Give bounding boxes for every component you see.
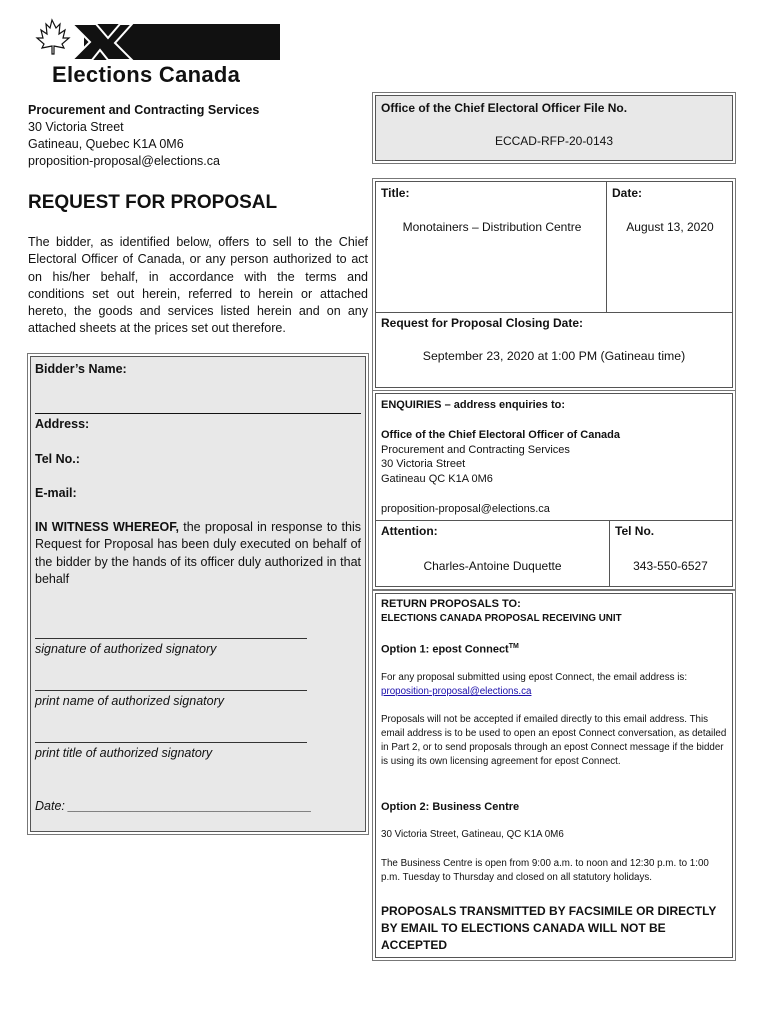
file-number-box	[375, 95, 733, 161]
print-name-line[interactable]	[35, 690, 307, 691]
closing-divider	[376, 312, 732, 313]
option1-title	[381, 640, 519, 657]
option1-note: Proposals will not be accepted if emailed directly to this email address. This email address is to be used to open an epost Connect conversation, as detailed in Part 2, or to send proposals through an epost Connect message if the bidder is using its own licensing agreement for epost Connect.	[381, 714, 727, 767]
option2-hours: The Business Centre is open from 9:00 a.m. to noon and 12:30 p.m. to 1:00 p.m. Tuesday to Thursday and closed on all statutory holidays.	[381, 858, 709, 883]
logo-wordmark: Elections Canada	[52, 62, 241, 87]
file-number-value: ECCAD-RFP-20-0143	[494, 134, 614, 148]
bidder-name-label: Bidder’s Name:	[35, 362, 127, 376]
address-label: Address:	[35, 417, 90, 431]
date-value: August 13, 2020	[626, 220, 714, 234]
title-date-box	[375, 181, 733, 388]
sender-address	[28, 102, 259, 170]
option1-email-link[interactable]: proposition-proposal@elections.ca	[381, 686, 532, 697]
option1-description: For any proposal submitted using epost Connect, the email address is:	[381, 672, 688, 683]
email-label: E-mail:	[35, 486, 77, 500]
attention-divider	[376, 520, 732, 521]
title-label: Title:	[381, 186, 410, 200]
enquiries-address	[381, 428, 620, 517]
enquiries-dept: Procurement and Contracting Services	[381, 443, 570, 456]
option2-address: 30 Victoria Street, Gatineau, QC K1A 0M6	[381, 829, 564, 840]
trademark-mark: TM	[508, 643, 519, 650]
elections-canada-logo	[32, 14, 282, 88]
enquiries-org: Office of the Chief Electoral Officer of Canada	[381, 429, 620, 441]
tel-label-right: Tel No.	[615, 524, 655, 538]
sender-email: proposition-proposal@elections.ca	[28, 154, 220, 168]
title-date-divider	[606, 182, 607, 312]
fax-warning: PROPOSALS TRANSMITTED BY FACSIMILE OR DIRECTLY BY EMAIL TO ELECTIONS CANADA WILL NOT BE ACCEPTED	[381, 904, 717, 952]
witness-paragraph	[35, 519, 361, 588]
enquiries-email: proposition-proposal@elections.ca	[381, 503, 550, 515]
print-name-label: print name of authorized signatory	[35, 694, 224, 708]
attention-label: Attention:	[381, 524, 438, 538]
option2-title: Option 2: Business Centre	[381, 801, 520, 813]
return-proposals-box	[375, 593, 733, 958]
document-title: REQUEST FOR PROPOSAL	[28, 192, 278, 213]
title-value: Monotainers – Distribution Centre	[402, 220, 582, 234]
enquiries-heading: ENQUIRIES – address enquiries to:	[381, 399, 565, 411]
bidder-name-line[interactable]	[35, 413, 361, 414]
tel-divider	[609, 520, 610, 586]
date-label: Date:	[612, 186, 643, 200]
signature-line[interactable]	[35, 638, 307, 639]
enquiries-box	[375, 393, 733, 587]
intro-paragraph: The bidder, as identified below, offers to sell to the Chief Electoral Officer of Canada, or any person authorized to act on his/her behalf, in accordance with the terms and conditions set out herein, referred to herein or attached hereto, the goods and services listed herein and on any attached sheets at the prices set out therefore.	[28, 235, 368, 336]
closing-label: Request for Proposal Closing Date:	[381, 316, 584, 330]
witness-bold: IN WITNESS WHEREOF,	[35, 520, 179, 534]
date-field[interactable]: Date: ___________________________________	[35, 799, 312, 813]
tel-label: Tel No.:	[35, 452, 80, 466]
bidder-box	[30, 356, 366, 832]
enquiries-street: 30 Victoria Street	[381, 458, 466, 470]
closing-value: September 23, 2020 at 1:00 PM (Gatineau time)	[422, 349, 686, 363]
return-heading: RETURN PROPOSALS TO:	[381, 598, 521, 610]
file-number-label: Office of the Chief Electoral Officer File No.	[381, 101, 628, 115]
option1-text	[381, 671, 725, 699]
print-title-label: print title of authorized signatory	[35, 746, 213, 760]
receiving-unit: ELECTIONS CANADA PROPOSAL RECEIVING UNIT	[381, 613, 622, 624]
attention-value: Charles-Antoine Duquette	[423, 559, 562, 573]
enquiries-city: Gatineau QC K1A 0M6	[381, 472, 493, 485]
sender-org: Procurement and Contracting Services	[28, 103, 260, 117]
sender-city: Gatineau, Quebec K1A 0M6	[28, 137, 184, 151]
tel-value: 343-550-6527	[633, 559, 708, 573]
witness-text: the proposal in response to this Request for Proposal has been duly executed on behalf of the bidder by the hands of its officer duly authorized in that behalf	[35, 520, 361, 586]
option1-title-text: Option 1: epost Connect	[381, 643, 509, 656]
sender-street: 30 Victoria Street	[28, 120, 124, 134]
print-title-line[interactable]	[35, 742, 307, 743]
signature-label: signature of authorized signatory	[35, 642, 217, 656]
